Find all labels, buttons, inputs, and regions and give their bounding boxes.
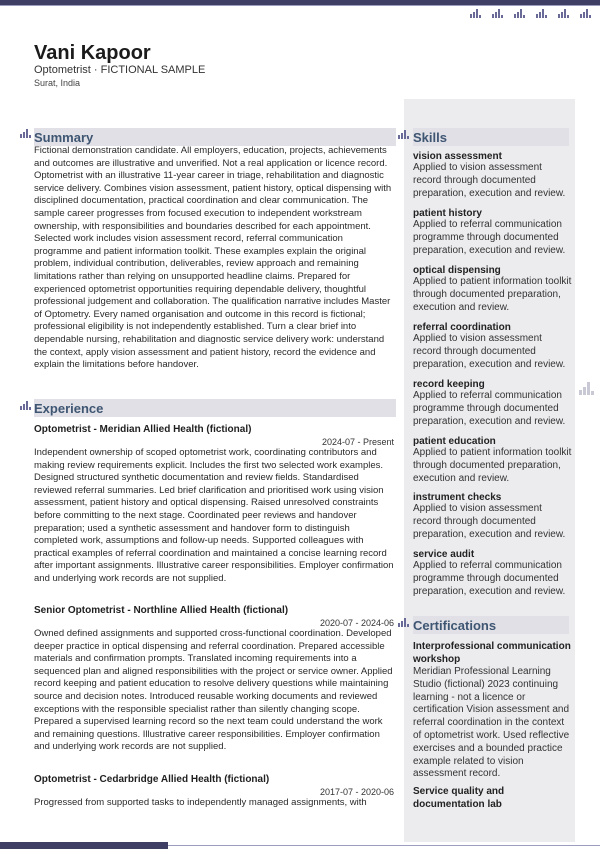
skill-description: Applied to referral communication programme through documented preparation, execution and review. (413, 390, 566, 427)
job-dates: 2017-07 - 2020-06 (319, 787, 394, 797)
skill-item (413, 549, 573, 598)
bar-chart-icon (514, 9, 525, 18)
skill-description: Applied to patient information toolkit through documented preparation, execution and review. (413, 276, 572, 313)
skill-description: Applied to referral communication programme through documented preparation, execution and review. (413, 560, 566, 597)
bar-chart-icon (398, 618, 409, 627)
experience-entry (34, 424, 394, 586)
skill-name: optical dispensing (413, 265, 501, 276)
bottom-accent-line (168, 845, 600, 846)
skill-description: Applied to vision assessment record through documented preparation, execution and review. (413, 333, 566, 370)
skill-item (413, 379, 573, 428)
bar-chart-icon (492, 9, 503, 18)
top-accent-line (0, 5, 600, 6)
job-title: Senior Optometrist - Northline Allied Health (fictional) (34, 605, 289, 616)
bottom-accent-bar (0, 842, 168, 849)
candidate-location: Surat, India (34, 78, 81, 88)
skill-name: instrument checks (413, 492, 502, 503)
job-dates: 2024-07 - Present (321, 437, 394, 447)
bar-chart-icon (398, 130, 409, 139)
job-description: Owned defined assignments and supported cross-functional coordination. Developed deeper practice in optical dispensing and referral coordination. Prepared accessible materials and confirmation prompts. Translated incoming requirements into a sequenced plan and aligned responsibilities with the project or service owner. Applied record keeping and patient education to resolve delivery questions while maintaining source and decision notes. Introduced reusable working documents and reviewed exceptions with the responsible specialist rather than silently changing scope. Prepared a supervised learning record so the next team could understand the work and remaining questions. Illustrative career responsibilities. Employer confirmation and underlying work records are not supplied. (34, 628, 393, 753)
skills-section-header (413, 128, 569, 146)
summary-section (34, 145, 394, 372)
certification-item (413, 640, 573, 781)
skill-description: Applied to patient information toolkit through documented preparation, execution and review. (413, 447, 572, 484)
experience-section-header (34, 399, 396, 417)
skills-heading: Skills (413, 130, 447, 145)
summary-heading: Summary (34, 130, 94, 145)
candidate-role: Optometrist · FICTIONAL SAMPLE (34, 64, 206, 76)
candidate-name: Vani Kapoor (34, 42, 151, 64)
skill-name: patient education (413, 436, 496, 447)
skill-name: service audit (413, 549, 475, 560)
skill-item (413, 208, 573, 257)
bar-chart-icon (20, 401, 31, 410)
experience-entry (34, 774, 394, 810)
skill-item (413, 265, 573, 314)
bar-chart-icon (579, 382, 594, 395)
bar-chart-icon (558, 9, 569, 18)
certifications-section-header (413, 616, 569, 634)
certification-description: Meridian Professional Learning Studio (fictional) 2023 continuing learning - not a licence or certification Vision assessment and referral coordination in the context of optometrist work. Used reflective exercises and a bounded practice example related to vision assessment record. (413, 666, 570, 780)
skill-name: referral coordination (413, 322, 511, 333)
skill-description: Applied to vision assessment record through documented preparation, execution and review. (413, 162, 566, 199)
skill-item (413, 322, 573, 371)
skill-name: vision assessment (413, 151, 502, 162)
certification-name: Interprofessional communication workshop (413, 641, 571, 665)
skill-name: patient history (413, 208, 482, 219)
bar-chart-icon (20, 129, 31, 138)
certifications-heading: Certifications (413, 618, 497, 633)
skill-description: Applied to referral communication programme through documented preparation, execution and review. (413, 219, 566, 256)
job-description: Progressed from supported tasks to independently managed assignments, with (34, 797, 367, 808)
job-title: Optometrist - Cedarbridge Allied Health (fictional) (34, 774, 270, 785)
certification-item (413, 785, 573, 811)
job-dates: 2020-07 - 2024-06 (319, 618, 394, 628)
skill-item (413, 436, 573, 485)
experience-heading: Experience (34, 401, 104, 416)
summary-text: Fictional demonstration candidate. All employers, education, projects, achievements and outcomes are illustrative and unverified. Not a real application or licence record. Optometrist with an illustrative 11-year career in triage, rehabilitation and diagnostic service delivery. Combines vision assessment, patient history, optical dispensing with disciplined documentation, practical coordination and clear communication. The sample career progresses from focused execution to independent workstream ownership, with responsibilities and boundaries described for each appointment. Selected work includes vision assessment record, referral communication programme and patient information toolkit. These examples explain the original problem, individual contribution, deliverables, review approach and remaining limitations rather than relying on unsupported headline claims. Prepared for experienced optometrist opportunities requiring dependable delivery, thoughtful professional judgement and collaboration. The qualification narrative includes Master of Optometry. Every named organisation and outcome in this record is fictional; professional eligibility is not independently established. Turn a clear brief into dependable nursing, rehabilitation and diagnostic service delivery work: understand the context, apply vision assessment and patient history, record the evidence and explain the limitations before handover. (34, 145, 392, 371)
certification-name: Service quality and documentation lab (413, 786, 505, 810)
experience-entry (34, 605, 394, 754)
header-decoration-row (470, 9, 600, 18)
job-description: Independent ownership of scoped optometrist work, coordinating contributors and making review requirements explicit. Includes the first two selected work examples. Designed structured synthetic documentation and review fields. Standardised reviewed referral summaries. Led brief clarification and prioritised work using vision assessment, patient history and optical dispensing. Raised unresolved constraints before committing to the next stage. Coordinated peer reviews and handover preparation; used a synthetic assessment and handover form to distinguish completed work, assumptions and follow-up needs. Supported colleagues with practical examples of referral coordination and maintained a concise learning record after important assignments. Illustrative career responsibilities. Employer confirmation and underlying work records are not supplied. (34, 447, 394, 584)
summary-section-header (34, 128, 396, 146)
skill-item (413, 151, 573, 200)
skill-description: Applied to vision assessment record through documented preparation, execution and review. (413, 503, 566, 540)
bar-chart-icon (470, 9, 481, 18)
job-title: Optometrist - Meridian Allied Health (fictional) (34, 424, 252, 435)
bar-chart-icon (580, 9, 591, 18)
skill-item (413, 492, 573, 541)
skill-name: record keeping (413, 379, 485, 390)
bar-chart-icon (536, 9, 547, 18)
